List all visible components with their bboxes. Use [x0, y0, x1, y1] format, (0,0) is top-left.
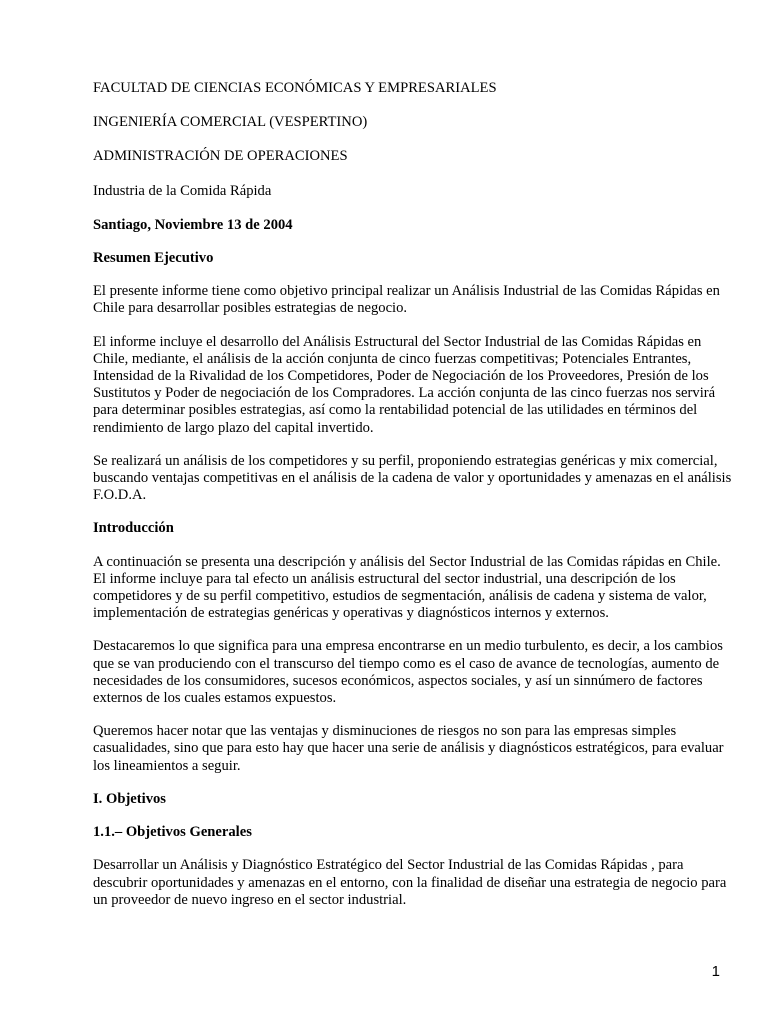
- intro-paragraph: Queremos hacer notar que las ventajas y disminuciones de riesgos no son para las empresas simples casualidades, sino que para esto hay que hacer una serie de análisis y diagnósticos estratégicos, para evaluar los lineamientos a seguir.: [93, 723, 724, 774]
- document-date: Santiago, Noviembre 13 de 2004: [93, 216, 293, 233]
- faculty-heading: FACULTAD DE CIENCIAS ECONÓMICAS Y EMPRESARIALES: [93, 80, 497, 96]
- document-body: [93, 80, 733, 925]
- course-heading: ADMINISTRACIÓN DE OPERACIONES: [93, 148, 348, 165]
- resumen-paragraph: El informe incluye el desarrollo del Análisis Estructural del Sector Industrial de las Comidas Rápidas en Chile, mediante, el análisis de la acción conjunta de cinco fuerzas competitivas; Potenciales Entrantes, Intensidad de la Rivalidad de los Competidores, Poder de Negociación de los Proveedores, Presión de los Sustitutos y Poder de negociación de los Compradores. La acción conjunta de las cinco fuerzas nos servirá para determinar posibles estrategias, así como la rentabilidad potencial de las utilidades en términos del rendimiento de largo plazo del capital invertido.: [93, 333, 716, 436]
- objetivos-title: I. Objetivos: [93, 790, 166, 807]
- resumen-title: Resumen Ejecutivo: [93, 250, 214, 267]
- objetivos-paragraph: Desarrollar un Análisis y Diagnóstico Estratégico del Sector Industrial de las Comidas Rápidas , para descubrir oportunidades y amenazas en el entorno, con la finalidad de diseñar una estrategia de negocio para un proveedor de nuevo ingreso en el sector industrial.: [93, 857, 727, 908]
- intro-paragraph: A continuación se presenta una descripción y análisis del Sector Industrial de las Comidas rápidas en Chile. El informe incluye para tal efecto un análisis estructural del sector industrial, una descripción de los competidores y de su perfil competitivo, estudios de segmentación, análisis de cadena y sistema de valor, implementación de estrategias genéricas y operativas y diagnósticos internos y externos.: [93, 553, 721, 622]
- intro-paragraph: Destacaremos lo que significa para una empresa encontrarse en un medio turbulento, es decir, a los cambios que se van produciendo con el transcurso del tiempo como es el caso de avance de tecnologías, aumento de necesidades de los consumidores, sucesos económicos, aspectos sociales, y así un sinnúmero de factores externos de los cuales estamos expuestos.: [93, 638, 723, 707]
- topic-heading: Industria de la Comida Rápida: [93, 182, 272, 199]
- resumen-paragraph: El presente informe tiene como objetivo principal realizar un Análisis Industrial de las Comidas Rápidas en Chile para desarrollar posibles estrategias de negocio.: [93, 283, 720, 317]
- program-heading: INGENIERÍA COMERCIAL (VESPERTINO): [93, 114, 368, 131]
- intro-title: Introducción: [93, 520, 174, 537]
- page-number: 1: [711, 963, 720, 980]
- objetivos-subtitle: 1.1.– Objetivos Generales: [93, 824, 252, 841]
- resumen-paragraph: Se realizará un análisis de los competidores y su perfil, proponiendo estrategias genéricas y mix comercial, buscando ventajas competitivas en el análisis de la cadena de valor y oportunidades y amenazas en el análisis F.O.D.A.: [93, 452, 732, 504]
